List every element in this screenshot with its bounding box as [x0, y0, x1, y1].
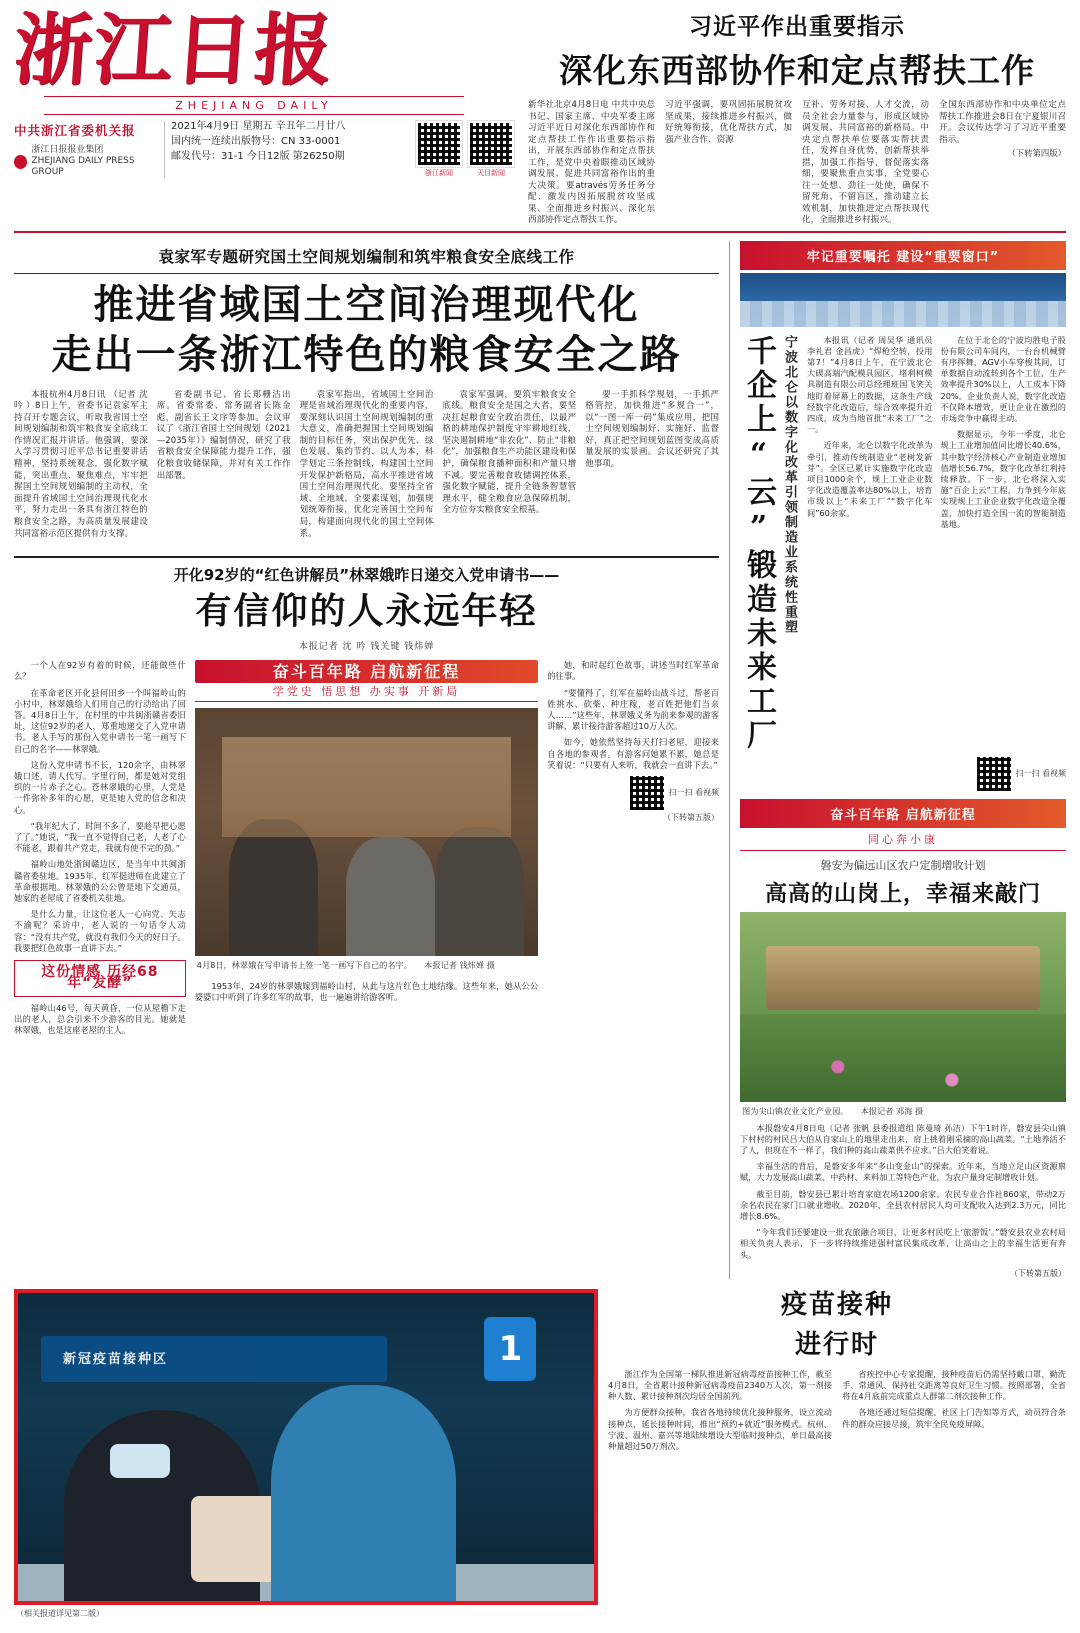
right-top-para-3: 在位于北仑的宁波均胜电子股份有限公司车间内，一台台机械臂有序挥舞，AGV小车穿梭其间，订单数据自动流转到各个工位，生产效率提升30%以上，人工成本下降20%。企业负责人说，数字化改造不仅降本增效，更让企业在激烈的市场竞争中赢得主动。 [940, 334, 1066, 423]
issue-issn: 国内统一连续出版物号：CN 33-0001 [171, 136, 341, 147]
story2-para-10: “要懂得了，红军在福岭山战斗过，帮老百姓挑水、砍柴、种庄稼，老百姓把他们当亲人……”这些年，林翠娥义务为前来参观的游客讲解，累计接待游客超过10万人次。 [547, 687, 719, 732]
story1-para-3: 袁家军指出，省域国土空间治理是省域治理现代化的重要内容，要深刻认识国土空间规划编制的重大意义，准确把握国土空间规划编制的目标任务，突出保护优先、绿色发展、集约节约、以人为本，科学划定三条控制线，构建国土空间开发保护新格局，高水平推进省域国土空间治理现代化。要坚持全省域、全地域、全要素谋划，加强规划统筹衔接，优化完善国土空间布局，构建面向现代化的国土空间体系。 [299, 389, 434, 539]
story2-para-1: 一个人在92岁有着的时候，还能做些什么？ [14, 660, 186, 682]
vaccine-photo-banner-text: 新冠疫苗接种区 [63, 1351, 169, 1367]
story1-headline-line1: 推进省域国土空间治理现代化 [93, 280, 640, 328]
issue-number: 邮发代号：31-1 今日12版 第26250期 [171, 151, 345, 162]
story2-series-banner: 奋斗百年路 启航新征程 [195, 660, 539, 683]
vaccine-headline-line1: 疫苗接种 [780, 1289, 893, 1320]
vaccine-para-1: 浙江作为全国第一梯队推进新冠病毒疫苗接种工作，截至4月8日，全省累计接种新冠病毒疫苗2340万人次，第一剂接种人数、累计接种剂次均居全国前列。 [608, 1368, 832, 1402]
publisher-line: 中共浙江省委机关报 [14, 123, 136, 138]
right-bottom-para-4: “今年我们还要建设一批农旅融合项目，让更多村民吃上‘旅游饭’。”磐安县农业农村局相关负责人表示，下一步将持续推进强村富民集成改革，让高山之上的幸福生活更有奔头。 [740, 1227, 1066, 1260]
issue-info [164, 121, 410, 178]
press-logo-icon [14, 155, 27, 169]
lead-col-4-text: 全国东西部协作和中央单位定点帮扶工作推进会8日在宁夏银川召开。会议传达学习了习近平重要指示。 [939, 100, 1066, 145]
newspaper-pinyin: ZHEJIANG DAILY [44, 96, 464, 115]
right-bottom-para-1: 本报磐安4月8日电（记者 张帆 县委报道组 陈曼琦 孙洁）下午1时许，磐安县尖山镇下村村的村民吕大伯从自家山上的地里走出来，肩上挑着刚采摘的高山蔬菜。“土地养活不了人，但现在不一样了，我们种的高山蔬菜供不应求。”吕大伯笑着说。 [740, 1122, 1066, 1155]
story2-photo-caption: 4月8日，林翠娥在写申请书上签一笔一画写下自己的名字。 本报记者 钱炜婵 摄 [196, 959, 495, 970]
right-top-vertical-heads [740, 335, 799, 753]
vaccine-station-number: 1 [484, 1317, 536, 1381]
right-top-para-2: 近年来，北仑以数字化改革为牵引，推动传统制造业“老树发新芽”。全区已累计实施数字化改造项目1000余个，规上工业企业数字化改造覆盖率达80%以上，培育市级以上“未来工厂”“数字化车间”60余家。 [807, 440, 933, 518]
story1-headline-line2: 走出一条浙江特色的粮食安全之路 [51, 330, 682, 378]
story2-byline: 本报记者 沈 吟 钱关键 钱炜婵 [298, 642, 435, 653]
right-top-photo [740, 273, 1066, 327]
qr-code-icon[interactable] [977, 757, 1011, 791]
vaccine-headline-line2: 进行时 [794, 1329, 879, 1360]
story2-para-7: 福岭山46号，每天黄昏，一位从屋檐下走出的老人，总会引来不少游客的目光。她就是林翠娥，也是这座老屋的主人。 [14, 1002, 186, 1035]
story1-para-1: 本报杭州4月8日讯 （记者 沈 吟 ）8日上午，省委书记袁家军主持召开专题会议，听取我省国土空间规划编制和筑牢粮食安全底线工作情况汇报并讲话。他强调，要深入学习贯彻习近平总书记重要讲话精神，坚持系统观念，强化数字赋能，突出重点、聚焦难点，牢牢把握国土空间规划编制的主动权，全面提升省域国土空间治理现代化水平，努力走出一条具有浙江特色的粮食安全之路，为高质量发展建设共同富裕示范区提供有力支撑。 [14, 389, 148, 539]
vaccine-photo-banner [41, 1336, 387, 1382]
right-top-qr-label: 扫一扫 看视频 [1015, 769, 1066, 778]
story2-para-4: “我年纪大了，时间不多了，要趁早把心愿了了。”她说，“我一直不觉得自己老，人老了心不能老，跟着共产党走，我就有使不完的劲。” [14, 820, 186, 854]
story2-col-3 [547, 660, 719, 1041]
right-top-para-4: 数据显示，今年一季度，北仑规上工业增加值同比增长40.6%，其中数字经济核心产业制造业增加值增长56.7%，数字化改革红利持续释放。下一步，北仑将深入实施“百企上云”工程，力争到今年底实现规上工业企业数字化改造全覆盖，加快打造全国一流的智能制造基地。 [940, 429, 1066, 529]
right-bottom-kicker: 磐安为偏远山区农户定制增收计划 [820, 858, 986, 872]
story2-para-9: 她，和时起红色故事，讲述当时红军革命的往事。 [547, 660, 719, 682]
story2-para-5: 福岭山地处浙闽赣边区，是当年中共闽浙赣省委驻地。1935年，红军挺进师在此建立了革命根据地。林翠娥的公公曾是地下交通员，她家的老屋成了省委机关驻地。 [14, 859, 186, 904]
right-top-banner: 牢记重要嘱托 建设“重要窗口” [740, 241, 1066, 270]
divider [14, 556, 719, 558]
lead-body [528, 100, 1066, 227]
right-top-para-1: 本报讯（记者 周吴华 通讯员 李礼君 金昌虎）“焊枪空转，投用第7！”4月8日上午，在宁波北仑大碶高端汽配模具园区，堵利柯模具制造有限公司总经理班国飞笑关地盯着屏幕上的数据，这条生产线经数字化改造后，综合效率提升近四成，成为当地首批“未来工厂”之一。 [807, 334, 933, 435]
right-top-story [740, 335, 1066, 753]
lead-col-2: 习近平强调，要巩固拓展脱贫攻坚成果，接续推进乡村振兴，做好统筹衔接，优化帮扶方式，加强产业合作、资源 [665, 100, 792, 145]
press-group-name: 浙江日报报业集团 [31, 145, 104, 155]
story1-para-5: 要一手抓科学规划，一手抓严格管控，加快推进“多规合一”，以“一图一库一码”集成应用，把国土空间规划编制好、实施好、监督好，真正把空间规划蓝图变成高质量发展的实景画。会议还研究了其他事项。 [585, 389, 719, 470]
right-top-vertical-kicker: 宁波北仑以数字化改革引领制造业系统性重塑 [782, 334, 797, 635]
story1-para-2: 省委副书记、省长郑栅洁出席。省委常委、常务副省长陈金彪，副省长王文序等参加。会议审议了《浙江省国土空间规划（2021—2035年）》编制情况，研究了我省粮食安全保障能力提升工作，强化粮食收储保障，并对有关工作作出部署。 [156, 389, 291, 481]
vaccine-person-nurse [271, 1385, 455, 1601]
story2-col-photo [195, 660, 539, 1041]
story2-continued: （下转第五版） [663, 813, 719, 823]
lead-col-3: 互补、劳务对接、人才交流，动员全社会力量参与，形成区域协调发展、共同富裕的新格局。中央定点帮扶单位要落实帮扶责任，发挥自身优势，创新帮扶举措，加强工作指导，督促落实落细，要聚焦重点实事，全党要心往一处想、劲往一处使，确保不留死角、不留盲区，推动建立长效机制，加快推进定点帮扶现代化，全面推进乡村振兴。 [802, 100, 929, 225]
qr2-label: 天目新闻 [477, 169, 505, 177]
qr-code-icon[interactable] [630, 776, 664, 810]
vaccine-monitor [191, 1496, 283, 1582]
left-column [14, 241, 730, 1279]
vaccine-para-3: 省疾控中心专家提醒，接种疫苗后仍需坚持戴口罩、勤洗手、常通风、保持社交距离等良好卫生习惯。按照部署，全省将在4月底前完成重点人群第二剂次接种工作。 [842, 1368, 1066, 1402]
story2-highlight-title: 这份情感 历经68年“发酵” [41, 964, 159, 992]
right-bottom-continued: （下转第五版） [1010, 1268, 1066, 1278]
right-bottom-body [740, 1123, 1066, 1266]
right-bottom-photo-caption: 图为尖山镇农业文化产业园。 本报记者 邓海 摄 [742, 1105, 924, 1116]
right-bottom-banner: 奋斗百年路 启航新征程 [740, 799, 1066, 828]
story1-kicker: 袁家军专题研究国土空间规划编制和筑牢粮食安全底线工作 [158, 247, 575, 266]
story2-headline: 有信仰的人永远年轻 [195, 590, 538, 633]
story2-kicker: 开化92岁的“红色讲解员”林翠娥昨日递交入党申请书—— [173, 566, 560, 585]
masthead-meta [14, 121, 514, 178]
lead-col-1: 新华社北京4月8日电 中共中央总书记、国家主席、中央军委主席习近平近日对深化东西部协作和定点帮扶工作作出重要指示指出，开展东西部协作和定点帮扶工作，是党中央着眼推动区域协调发展、促进共同富裕作出的重大决策。要através劳务任务分配、激发内因拓展脱贫攻坚成果、全面推进乡村振兴、深化东西部协作定点帮扶工作。 [528, 100, 655, 225]
right-top-body [807, 335, 1066, 753]
masthead-left [10, 5, 514, 178]
lead-kicker: 习近平作出重要指示 [689, 14, 905, 40]
masthead [10, 5, 1066, 233]
story2-photo [195, 708, 539, 956]
story1-para-4: 袁家军强调，要筑牢粮食安全底线。粮食安全是国之大者，要坚决扛起粮食安全政治责任，以最严格的耕地保护制度守牢耕地红线，坚决遏制耕地“非农化”、防止“非粮化”，加强粮食生产功能区建设和保护，确保粮食播种面积和产量只增不减。要完善粮食收储调控体系，强化数字赋能，提升全链条智慧管理水平，健全粮食应急保障机制，全方位夯实粮食安全根基。 [442, 389, 577, 516]
right-bottom-photo [740, 912, 1066, 1102]
press-group [14, 145, 164, 178]
story2-para-2: 在革命老区开化县何田乡一个叫福岭山的小村中，林翠娥给人们用自己的行动给出了回答。4月8日上午，在村里的中共闽浙赣省委旧址，这位92岁的老人，郑重地递交了入党申请书。老人手写的那份入党申请书一笔一画写下自己的名字——林翠娥。 [14, 687, 186, 754]
story2-para-6: 是什么力量，让这位老人一心向党、矢志不渝呢？采访中，老人说的一句话令人动容：“没有共产党，就没有我们今天的好日子。我要把红色故事一直讲下去。” [14, 909, 186, 953]
lead-story [514, 8, 1066, 227]
right-column [730, 241, 1066, 1279]
story2-qr-label: 扫一扫 看视频 [668, 788, 719, 798]
story2-para-8: 1953年，24岁的林翠娥嫁到福岭山村，从此与这片红色土地结缘。这些年来，她从公公婆婆口中听到了许多红军的故事，也一遍遍讲给游客听。 [194, 980, 539, 1002]
story1-col-2 [157, 390, 291, 547]
vaccine-section [14, 1289, 1066, 1622]
press-group-name-en: ZHEJIANG DAILY PRESS GROUP [31, 156, 135, 177]
vaccine-para-2: 为方便群众接种，我省各地持续优化接种服务，设立流动接种点，延长接种时间，推出“预约+就近”服务模式。杭州、宁波、温州、嘉兴等地陆续增设大型临时接种点，单日最高接种量超过50万剂次。 [608, 1407, 832, 1451]
vaccine-body [608, 1369, 1066, 1452]
newspaper-title: 浙江日报 [10, 5, 338, 96]
qr-code-icon[interactable] [416, 121, 462, 167]
story2-series-subbanner: 学党史 悟思想 办实事 开新局 [195, 683, 539, 701]
story2-para-3: 这份入党申请书不长，120余字，由林翠娥口述，请人代写。字里行间，都是她对党组织的一片赤子之心。苍林翠娥的心里，人党是一件弥补多年的心愿，更是她入党的信念和决心。 [14, 759, 186, 815]
qr-code-icon[interactable] [468, 121, 514, 167]
story2-para-11: 如今，她依然坚持每天打扫老屋，迎接来自各地的参观者。有游客问她累不累，她总是笑着说：“只要有人来听，我就会一直讲下去。” [547, 737, 719, 770]
story2-col-1 [14, 660, 186, 1041]
story2-body [14, 660, 719, 1041]
main-content [14, 241, 1066, 1279]
vaccine-para-4: 各地还通过短信提醒、社区上门告知等方式，动员符合条件的群众应接尽接，筑牢全民免疫屏障。 [842, 1407, 1066, 1429]
right-bottom-subbanner: 同心奔小康 [740, 828, 1066, 851]
qr1-label: 浙江新闻 [425, 169, 453, 177]
story1-body [14, 390, 719, 547]
publisher-block [14, 121, 164, 178]
lead-col-4 [939, 100, 1066, 227]
story1-col-5 [585, 390, 719, 547]
mask-icon [110, 1444, 170, 1478]
issue-date: 2021年4月9日 星期五 辛丑年二月廿八 [171, 121, 346, 132]
vaccine-photo [14, 1289, 598, 1605]
right-top-qr-row [740, 757, 1066, 791]
lead-continued: （下转第四版） [1007, 148, 1066, 158]
story2-highlight-box [14, 960, 186, 996]
story1-col-3 [300, 390, 434, 547]
vaccine-photo-caption: （相关报道详见第二版） [16, 1608, 104, 1618]
qr-codes [410, 121, 514, 178]
right-top-vertical-title: 千企上“云”锻造未来工厂 [741, 334, 776, 753]
divider [14, 273, 719, 274]
right-bottom-headline: 高高的山岗上，幸福来敲门 [764, 880, 1041, 907]
story2-qr [547, 776, 719, 810]
story1-col-1 [14, 390, 148, 547]
right-bottom-para-3: 截至目前，磐安县已累计培育家庭农场1200余家、农民专业合作社860家，带动2万余名农民在家门口就业增收。2020年，全县农村居民人均可支配收入达到2.3万元，同比增长8.6%。 [740, 1188, 1066, 1221]
lead-headline: 深化东西部协作和定点帮扶工作 [559, 51, 1035, 90]
right-bottom-para-2: 幸福生活的背后，是磐安多年来“多山变金山”的探索。近年来，当地立足山区资源禀赋，大力发展高山蔬菜、中药材、来料加工等特色产业，为农户量身定制增收计划。 [740, 1161, 1066, 1183]
story1-col-4 [442, 390, 576, 547]
vaccine-text [608, 1289, 1066, 1622]
